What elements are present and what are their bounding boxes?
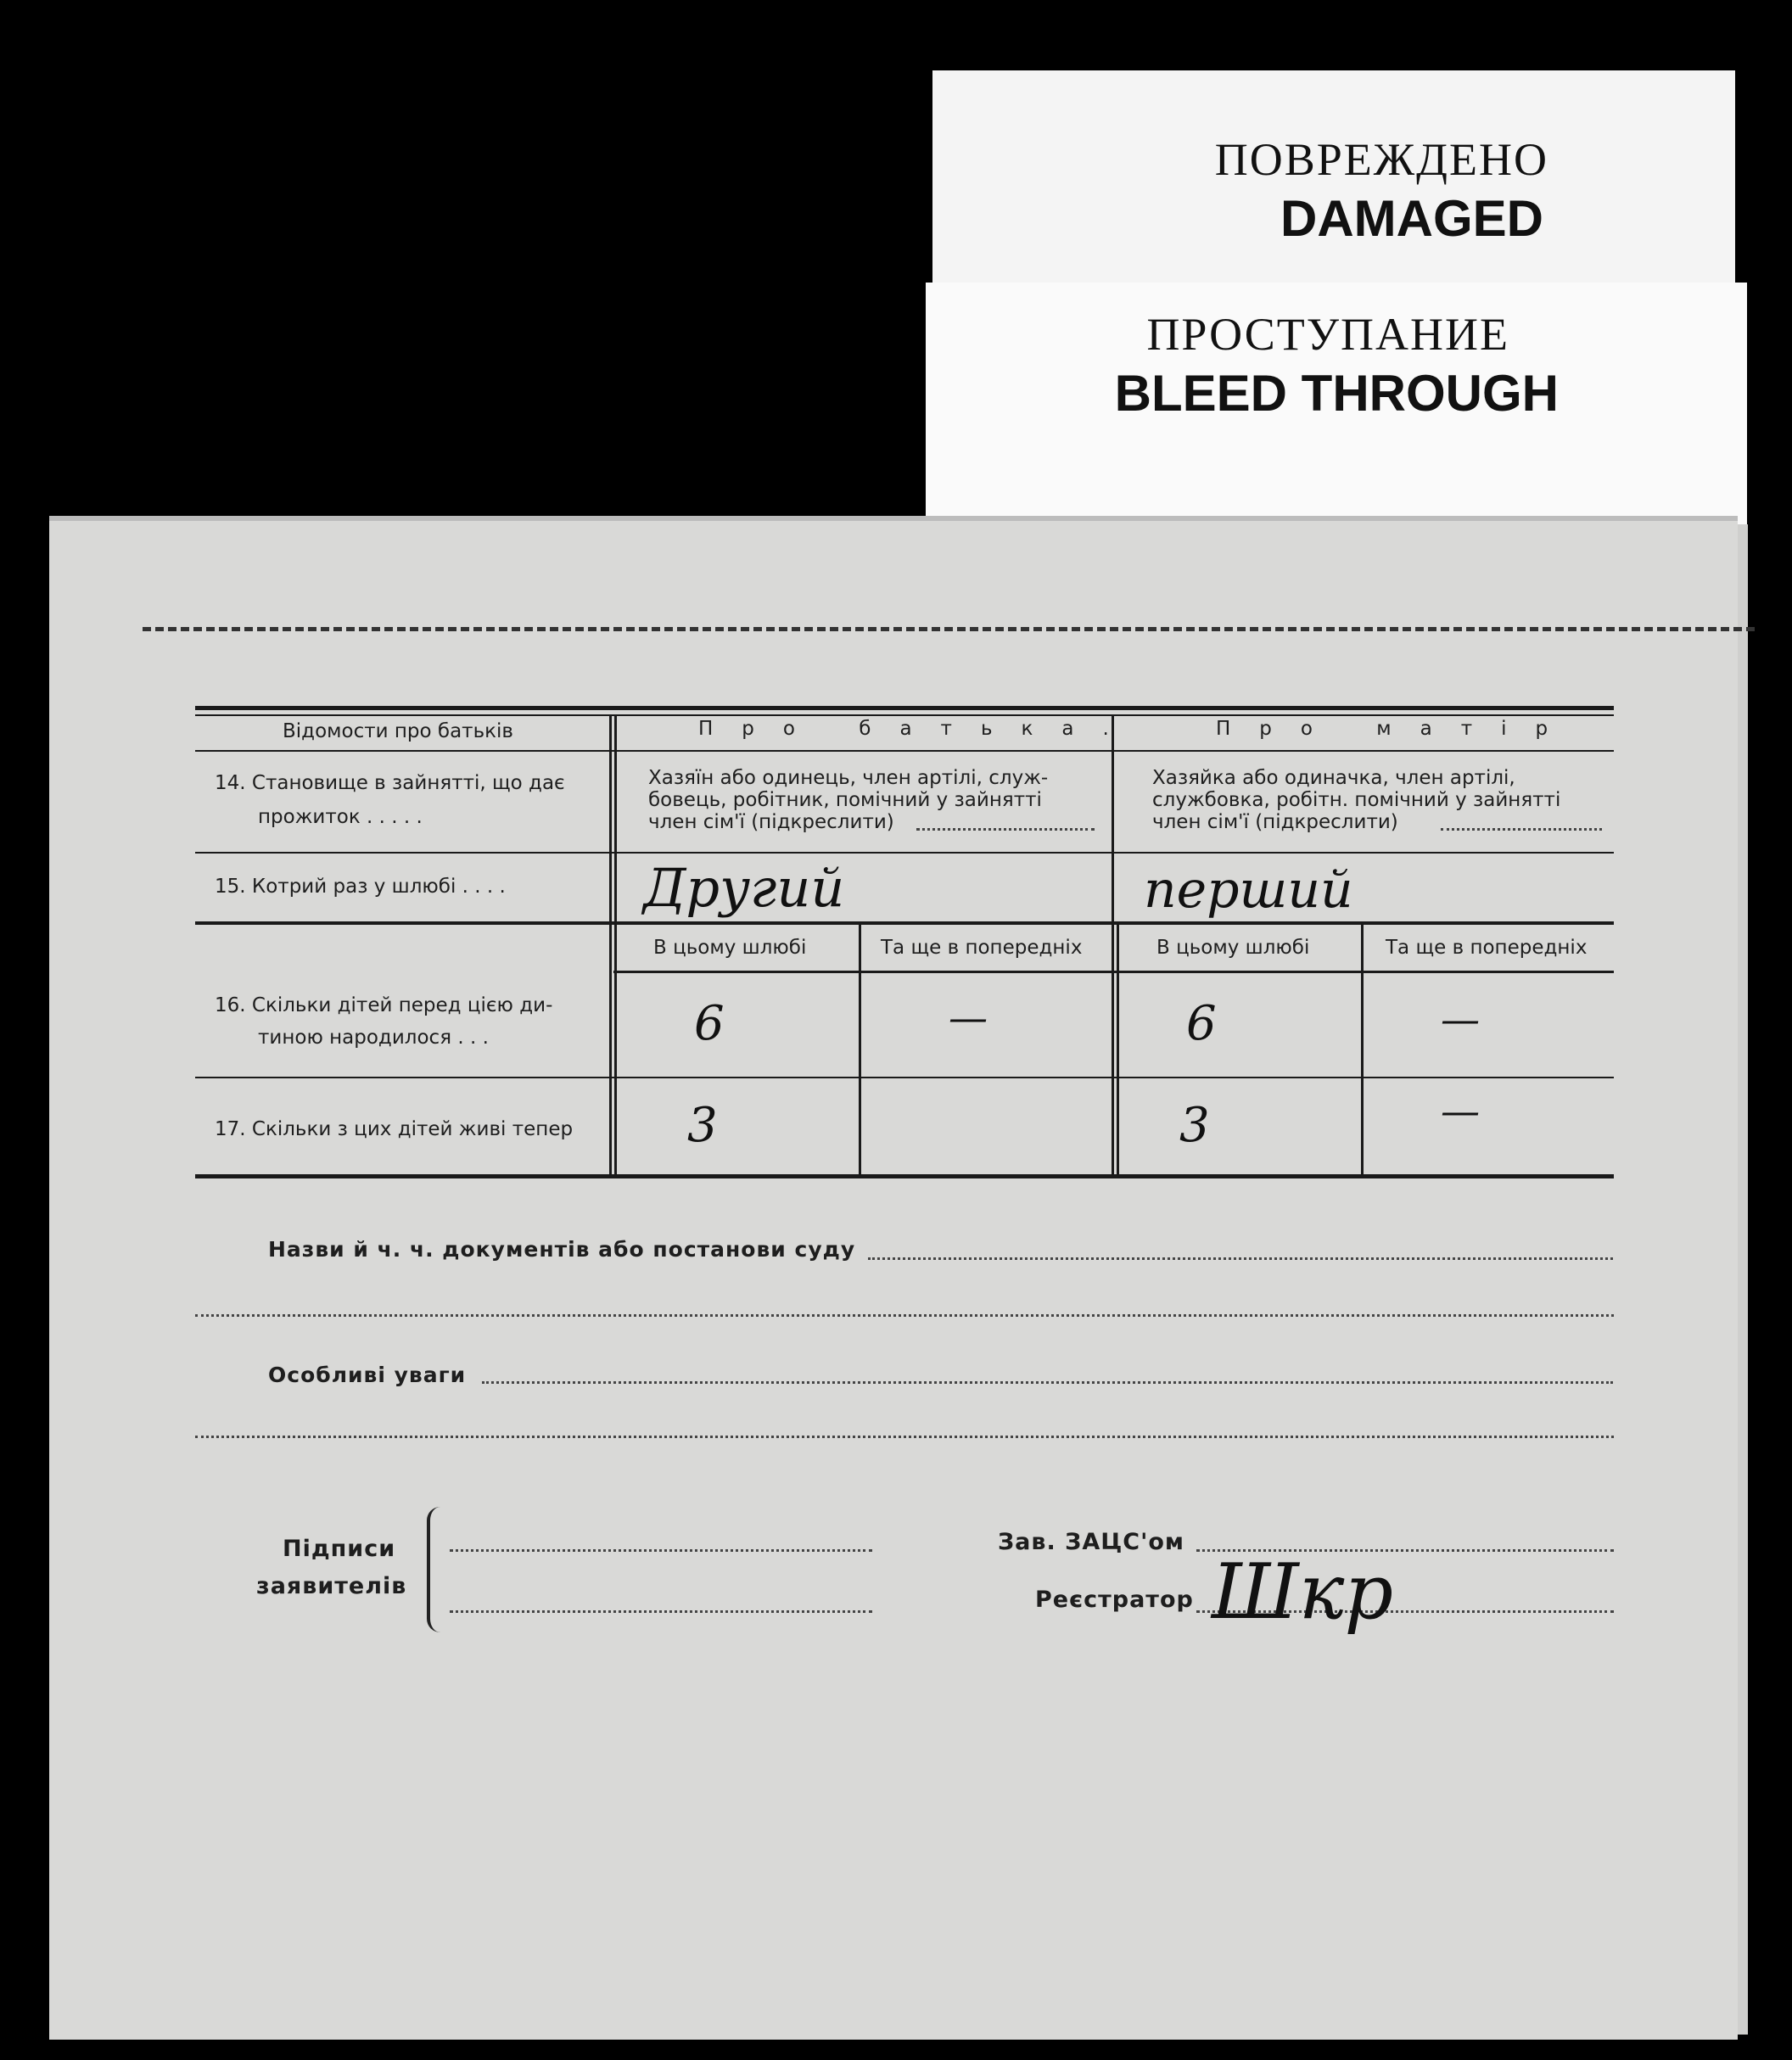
row16-mother-prev: — (1441, 996, 1480, 1042)
document-card (49, 516, 1738, 2040)
registrar-signature: Шкр (1212, 1548, 1394, 1637)
col-divider-2b (1117, 925, 1119, 1176)
bleed-through-label (926, 283, 1747, 537)
row14-mother-line3: член сім'ї (підкреслити) (1152, 811, 1398, 833)
col-divider-1b (614, 714, 617, 1176)
row14-father-line1: Хазяїн або одинець, член артілі, служ- (648, 767, 1049, 789)
table-bottom-rule (195, 1174, 1614, 1178)
row17-father-this: 3 (687, 1098, 718, 1153)
row14-mother-dotted (1441, 828, 1602, 831)
header-about-mother: Про матір (1216, 718, 1577, 740)
row15-father-value: Другий (643, 857, 845, 919)
row17-mother-this: 3 (1179, 1098, 1210, 1153)
applicant-signature-line-1[interactable] (450, 1549, 872, 1552)
row14-mother-line1: Хазяйка або одиначка, член артілі, (1152, 767, 1515, 789)
head-label: Зав. ЗАЦС'ом (998, 1529, 1184, 1555)
bleed-through-label-ru: ПРОСТУПАНИЕ (1146, 309, 1509, 360)
subheader-father-previous: Та ще в попередніх (881, 937, 1083, 959)
documents-label: Назви й ч. ч. документів або постанови суду (268, 1237, 856, 1262)
perforation-line (143, 627, 1755, 631)
row14-father-line2: бовець, робітник, помічний у зайнятті (648, 789, 1042, 811)
subheader-father-this-marriage: В цьому шлюбі (653, 937, 807, 959)
damaged-label (932, 70, 1735, 284)
row14-label-line1: 14. Становище в зайнятті, що дає (215, 772, 565, 794)
row14-father-line3: член сім'ї (підкреслити) (648, 811, 894, 833)
row17-mother-prev: — (1441, 1088, 1480, 1134)
mother-sub-divider (1361, 925, 1364, 1176)
row16-bottom-rule (195, 1077, 1614, 1078)
row14-mother-line2: службовка, робітн. помічний у зайнятті (1152, 789, 1561, 811)
row17-label: 17. Скільки з цих дітей живі тепер (215, 1118, 574, 1140)
remarks-dotted-1[interactable] (482, 1381, 1613, 1384)
col-divider-1 (609, 714, 612, 1176)
header-about-father: Про батька. (698, 718, 1138, 740)
row16-father-this: 6 (694, 996, 725, 1051)
subheader-mother-previous: Та ще в попередніх (1386, 937, 1588, 959)
applicant-signature-line-2[interactable] (450, 1610, 872, 1613)
row14-bottom-rule (195, 852, 1614, 854)
subheader-mother-this-marriage: В цьому шлюбі (1156, 937, 1310, 959)
registrar-label: Реєстратор (1035, 1587, 1194, 1613)
father-sub-divider (859, 925, 861, 1176)
row16-label-line1: 16. Скільки дітей перед цією ди- (215, 994, 553, 1016)
row14-father-dotted (916, 828, 1095, 831)
signatures-label-line2: заявителів (256, 1573, 407, 1599)
documents-dotted-2[interactable] (195, 1314, 1614, 1317)
row15-mother-value: перший (1144, 860, 1353, 920)
remarks-dotted-2[interactable] (195, 1436, 1614, 1438)
signatures-label-line1: Підписи (283, 1536, 396, 1562)
row16-mother-this: 6 (1186, 996, 1217, 1051)
bleed-through-label-en: BLEED THROUGH (1114, 365, 1559, 422)
table-top-rule (195, 706, 1614, 710)
remarks-label: Особливі уваги (268, 1363, 467, 1387)
table-top-rule-thin (195, 714, 1614, 716)
row16-father-prev: — (949, 994, 988, 1040)
row15-label: 15. Котрий раз у шлюбі . . . . (215, 876, 506, 898)
damaged-label-en: DAMAGED (1280, 190, 1543, 247)
row15-bottom-rule (195, 921, 1614, 925)
header-bottom-rule (195, 750, 1614, 752)
header-parents-info: Відомости про батьків (283, 720, 513, 742)
documents-dotted-1[interactable] (868, 1257, 1613, 1260)
row14-label-line2: прожиток . . . . . (258, 806, 423, 828)
col-divider-2 (1112, 714, 1114, 1176)
row16-label-line2: тиною народилося . . . (258, 1027, 489, 1049)
damaged-label-ru: ПОВРЕЖДЕНО (1214, 134, 1548, 185)
signatures-brace (427, 1507, 447, 1632)
